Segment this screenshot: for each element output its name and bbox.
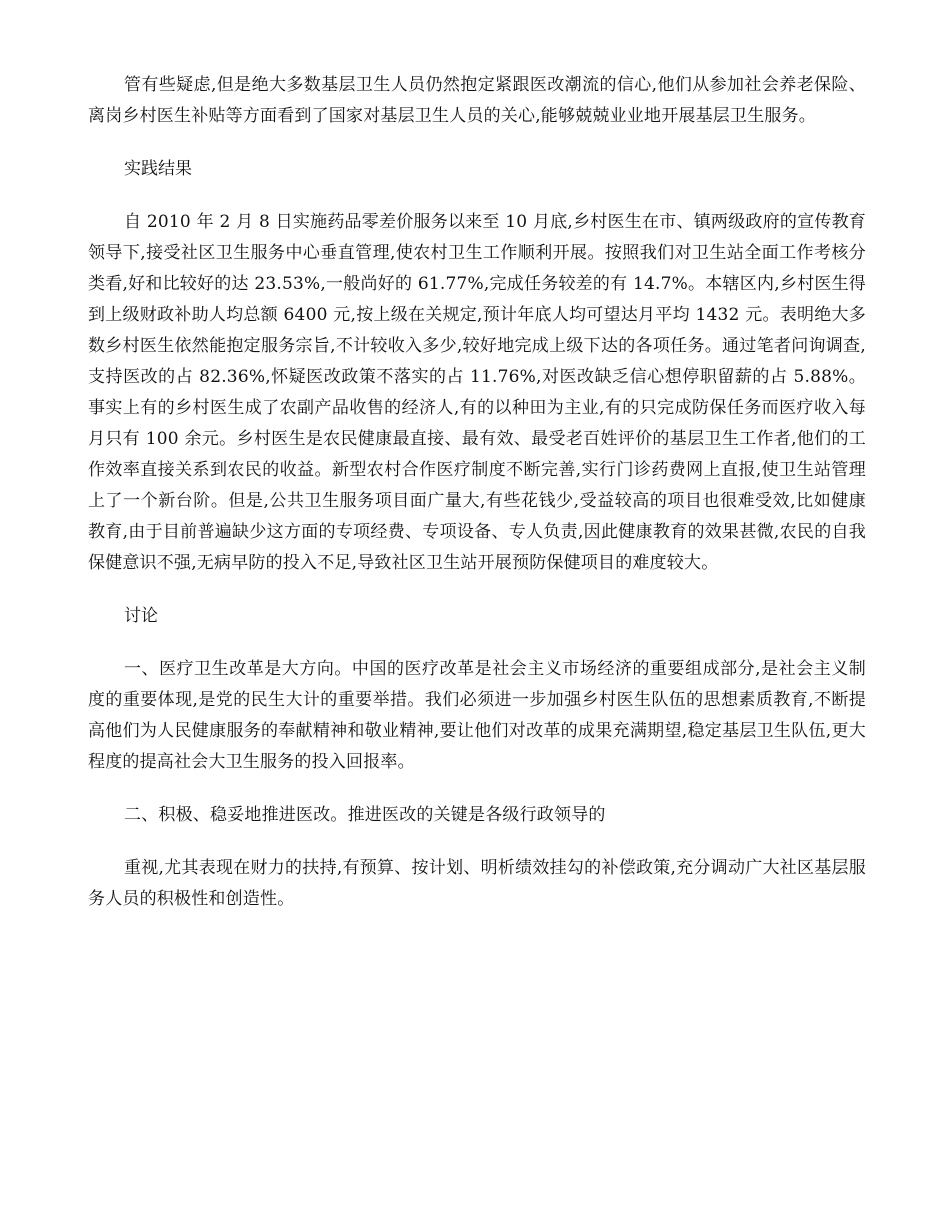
paragraph-results: 自 2010 年 2 月 8 日实施药品零差价服务以来至 10 月底,乡村医生在市、镇两级政府的宣传教育领导下,接受社区卫生服务中心垂直管理,使农村卫生工作顺利开展。按照我们对卫生站全面工作考核分类看,好和比较好的达 23.53%,一般尚好的 61.77%,完成任务较差的有 14.7%。本辖区内,乡村医生得到上级财政补助人均总额 6400 元,按上级在关规定,预计年底人均可望达月平均 1432 元。表明绝大多数乡村医生依然能抱定服务宗旨,不计较收入多少,较好地完成上级下达的各项任务。通过笔者问询调查,支持医改的占 82.36%,怀疑医改政策不落实的占 11.76%,对医改缺乏信心想停职留薪的占 5.88%。事实上有的乡村医生成了农副产品收售的经济人,有的以种田为主业,有的只完成防保任务而医疗收入每月只有 100 余元。乡村医生是农民健康最直接、最有效、最受老百姓评价的基层卫生工作者,他们的工作效率直接关系到农民的收益。新型农村合作医疗制度不断完善,实行门诊药费网上直报,使卫生站管理上了一个新台阶。但是,公共卫生服务项目面广量大,有些花钱少,受益较高的项目也很难受效,比如健康教育,由于目前普遍缺少这方面的专项经费、专项设备、专人负责,因此健康教育的效果甚微,农民的自我保健意识不强,无病早防的投入不足,导致社区卫生站开展预防保健项目的难度较大。 xyxy=(88,212,866,573)
document-body xyxy=(88,70,866,915)
paragraph-intro: 管有些疑虑,但是绝大多数基层卫生人员仍然抱定紧跟医改潮流的信心,他们从参加社会养老保险、离岗乡村医生补贴等方面看到了国家对基层卫生人员的关心,能够兢兢业业地开展基层卫生服务。 xyxy=(88,75,866,126)
paragraph-discussion-3: 重视,尤其表现在财力的扶持,有预算、按计划、明析绩效挂勾的补偿政策,充分调动广大社区基层服务人员的积极性和创造性。 xyxy=(88,858,866,909)
paragraph-discussion-1: 一、医疗卫生改革是大方向。中国的医疗改革是社会主义市场经济的重要组成部分,是社会主义制度的重要体现,是党的民生大计的重要举措。我们必须进一步加强乡村医生队伍的思想素质教育,不断提高他们为人民健康服务的奉献精神和敬业精神,要让他们对改革的成果充满期望,稳定基层卫生队伍,更大程度的提高社会大卫生服务的投入回报率。 xyxy=(88,659,866,772)
section-heading-discussion: 讨论 xyxy=(124,606,158,626)
paragraph-discussion-2: 二、积极、稳妥地推进医改。推进医改的关键是各级行政领导的 xyxy=(124,805,606,825)
section-heading-results: 实践结果 xyxy=(124,159,192,179)
